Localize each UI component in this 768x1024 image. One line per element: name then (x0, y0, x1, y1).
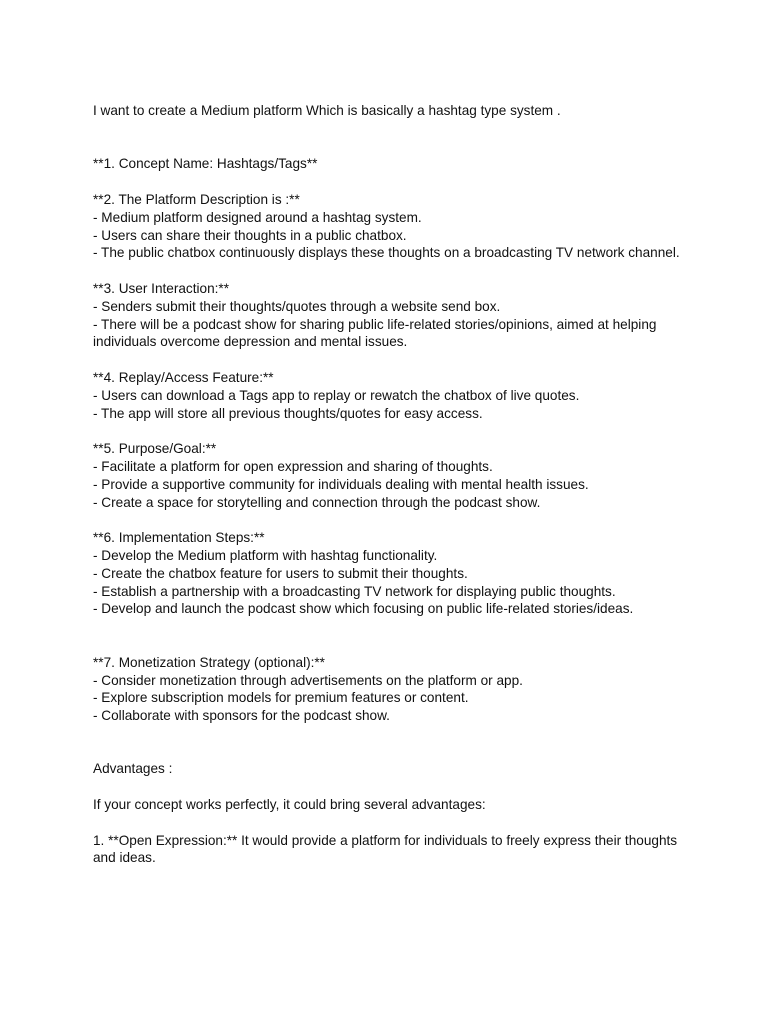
section-4-heading: **4. Replay/Access Feature:** (93, 369, 274, 385)
advantages-intro: If your concept works perfectly, it could bring several advantages: (93, 797, 486, 813)
spacer (93, 725, 683, 761)
section-6-heading: **6. Implementation Steps:** (93, 530, 265, 546)
section-3-line: - Senders submit their thoughts/quotes through a website send box. (93, 298, 501, 314)
spacer (93, 351, 683, 369)
section-2-heading: **2. The Platform Description is :** (93, 191, 300, 207)
section-7-line: - Explore subscription models for premium features or content. (93, 690, 469, 706)
section-6-line: - Develop the Medium platform with hashtag functionality. (93, 547, 438, 563)
section-1-heading: **1. Concept Name: Hashtags/Tags** (93, 156, 318, 172)
section-2-line: - The public chatbox continuously displays these thoughts on a broadcasting TV network channel. (93, 245, 680, 261)
section-5-line: - Create a space for storytelling and connection through the podcast show. (93, 494, 541, 510)
document-body (93, 102, 683, 867)
spacer (93, 778, 683, 796)
section-6-line: - Develop and launch the podcast show which focusing on public life-related stories/ideas. (93, 601, 634, 617)
section-7-heading: **7. Monetization Strategy (optional):** (93, 654, 325, 670)
section-5-line: - Provide a supportive community for individuals dealing with mental health issues. (93, 476, 589, 492)
spacer (93, 262, 683, 280)
advantages-heading: Advantages : (93, 761, 173, 777)
section-4-line: - The app will store all previous thoughts/quotes for easy access. (93, 405, 483, 421)
spacer (93, 422, 683, 440)
section-7-line: - Collaborate with sponsors for the podcast show. (93, 708, 390, 724)
spacer (93, 120, 683, 156)
spacer (93, 173, 683, 191)
section-3-line: - There will be a podcast show for sharing public life-related stories/opinions, aimed at helping individuals overcome depression and mental issues. (93, 316, 661, 350)
section-5-heading: **5. Purpose/Goal:** (93, 441, 217, 457)
spacer (93, 814, 683, 832)
section-6-line: - Establish a partnership with a broadcasting TV network for displaying public thoughts. (93, 583, 616, 599)
section-4-line: - Users can download a Tags app to replay or rewatch the chatbox of live quotes. (93, 387, 580, 403)
intro-text: I want to create a Medium platform Which is basically a hashtag type system . (93, 103, 561, 118)
section-7-line: - Consider monetization through advertisements on the platform or app. (93, 672, 523, 688)
section-2-line: - Medium platform designed around a hashtag system. (93, 209, 422, 225)
section-3-heading: **3. User Interaction:** (93, 280, 230, 296)
spacer (93, 618, 683, 654)
spacer (93, 511, 683, 529)
advantage-item: 1. **Open Expression:** It would provide a platform for individuals to freely express their thoughts and ideas. (93, 832, 681, 866)
section-6-line: - Create the chatbox feature for users to submit their thoughts. (93, 565, 468, 581)
section-5-line: - Facilitate a platform for open expression and sharing of thoughts. (93, 458, 493, 474)
section-2-line: - Users can share their thoughts in a public chatbox. (93, 227, 407, 243)
